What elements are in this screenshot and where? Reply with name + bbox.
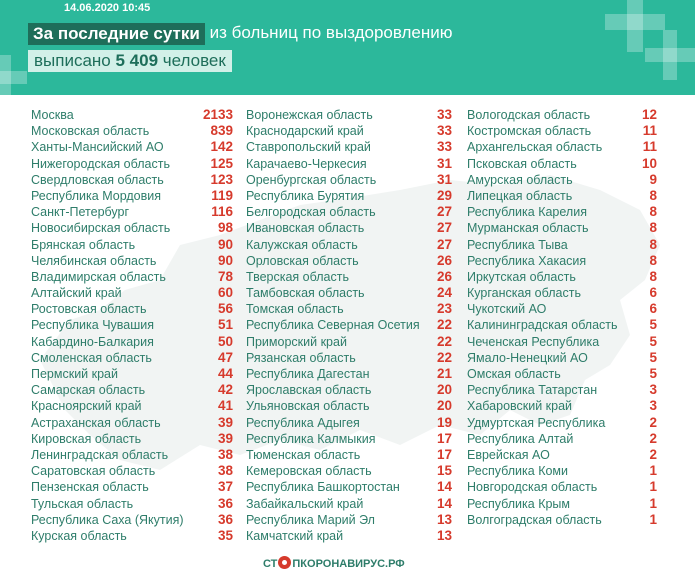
discharged-count: 31	[436, 171, 452, 187]
region-name: Новгородская область	[467, 480, 598, 495]
region-name: Чукотский АО	[467, 302, 547, 317]
region-row	[31, 220, 233, 236]
region-row	[31, 431, 233, 447]
discharged-count: 44	[217, 366, 233, 381]
discharged-count: 5	[649, 366, 657, 381]
region-row	[246, 479, 452, 495]
region-name: Ивановская область	[246, 221, 365, 236]
discharged-count: 38	[217, 463, 233, 479]
region-name: Калужская область	[246, 237, 358, 252]
region-name: Новосибирская область	[31, 221, 171, 236]
region-name: Еврейская АО	[467, 447, 550, 462]
region-name: Тамбовская область	[246, 286, 365, 301]
discharged-count: 2	[649, 414, 657, 430]
region-name: Республика Саха (Якутия)	[31, 512, 184, 527]
discharged-count: 36	[217, 511, 233, 527]
region-row	[31, 350, 233, 366]
region-row	[246, 317, 452, 333]
region-name: Республика Северная Осетия	[246, 318, 420, 333]
discharged-count: 6	[649, 285, 657, 301]
region-row	[467, 382, 657, 398]
logo-text-end: ПКОРОНАВИРУС.РФ	[292, 558, 405, 570]
region-row	[31, 237, 233, 253]
region-name: Республика Марий Эл	[246, 512, 375, 527]
discharged-count: 125	[210, 155, 233, 171]
region-row	[246, 415, 452, 431]
discharged-count: 8	[649, 187, 657, 203]
discharged-count: 8	[649, 252, 657, 268]
region-row	[31, 528, 233, 544]
region-row	[246, 512, 452, 528]
region-row	[467, 139, 657, 155]
plus-decoration-icon	[0, 55, 27, 95]
region-name: Самарская область	[31, 383, 146, 398]
region-row	[467, 285, 657, 301]
region-row	[467, 123, 657, 139]
discharged-count: 1	[649, 511, 657, 527]
region-row	[31, 512, 233, 528]
region-row	[31, 204, 233, 220]
region-name: Псковская область	[467, 156, 577, 171]
region-row	[467, 204, 657, 220]
region-name: Архангельская область	[467, 140, 603, 155]
region-row	[246, 253, 452, 269]
discharged-count: 6	[649, 301, 657, 317]
region-row	[246, 447, 452, 463]
virus-icon	[278, 556, 291, 569]
region-name: Ханты-Мансийский АО	[31, 140, 164, 155]
region-name: Республика Адыгея	[246, 415, 360, 430]
region-name: Астраханская область	[31, 415, 161, 430]
region-row	[31, 398, 233, 414]
region-row	[246, 139, 452, 155]
region-row	[467, 398, 657, 414]
discharged-count: 11	[642, 139, 657, 155]
region-name: Республика Башкортостан	[246, 480, 400, 495]
region-name: Курская область	[31, 528, 127, 543]
discharged-count: 3	[649, 382, 657, 398]
discharged-count: 24	[436, 285, 452, 301]
region-name: Пензенская область	[31, 480, 149, 495]
region-name: Курганская область	[467, 286, 581, 301]
discharged-count: 9	[649, 171, 657, 187]
discharged-count: 15	[436, 463, 452, 479]
region-name: Амурская область	[467, 172, 573, 187]
discharged-count: 1	[649, 479, 657, 495]
region-name: Воронежская область	[246, 108, 373, 122]
region-row	[31, 366, 233, 382]
region-name: Брянская область	[31, 237, 136, 252]
region-name: Свердловская область	[31, 172, 164, 187]
column-1	[31, 107, 233, 544]
region-row	[467, 301, 657, 317]
discharged-count: 50	[217, 333, 233, 349]
region-row	[246, 431, 452, 447]
discharged-count: 12	[641, 107, 657, 122]
region-row	[31, 479, 233, 495]
headline-highlight: За последние сутки	[28, 23, 205, 45]
discharged-count: 27	[436, 220, 452, 236]
region-name: Санкт-Петербург	[31, 205, 130, 220]
region-row	[246, 172, 452, 188]
region-name: Ростовская область	[31, 302, 147, 317]
region-name: Карачаево-Черкесия	[246, 156, 367, 171]
region-row	[31, 107, 233, 123]
region-row	[246, 496, 452, 512]
region-name: Республика Алтай	[467, 431, 574, 446]
region-name: Иркутская область	[467, 269, 576, 284]
discharged-count: 42	[217, 382, 233, 398]
discharged-count: 2133	[202, 107, 233, 122]
region-row	[246, 107, 452, 123]
region-row	[246, 188, 452, 204]
region-row	[246, 334, 452, 350]
discharged-count: 60	[217, 285, 233, 301]
region-row	[467, 447, 657, 463]
region-row	[31, 301, 233, 317]
region-name: Хабаровский край	[467, 399, 573, 414]
region-row	[467, 496, 657, 512]
discharged-count: 22	[436, 349, 452, 365]
region-row	[31, 496, 233, 512]
region-row	[31, 253, 233, 269]
region-row	[31, 188, 233, 204]
region-row	[31, 447, 233, 463]
discharged-count: 47	[217, 349, 233, 365]
discharged-count: 22	[436, 333, 452, 349]
discharged-count: 29	[436, 187, 452, 203]
region-name: Мурманская область	[467, 221, 589, 236]
discharged-count: 51	[217, 317, 233, 333]
discharged-count: 13	[436, 527, 452, 543]
discharged-count: 33	[436, 139, 452, 155]
discharged-count: 31	[436, 155, 452, 171]
region-name: Волгоградская область	[467, 512, 602, 527]
discharged-count: 20	[436, 398, 452, 414]
region-name: Приморский край	[246, 334, 347, 349]
discharged-count: 27	[436, 236, 452, 252]
region-row	[31, 415, 233, 431]
region-name: Московская область	[31, 124, 150, 139]
discharged-count: 39	[217, 414, 233, 430]
discharged-count: 2	[649, 430, 657, 446]
discharged-count: 90	[217, 252, 233, 268]
region-row	[246, 301, 452, 317]
region-name: Калининградская область	[467, 318, 618, 333]
column-2	[246, 107, 452, 544]
region-row	[467, 431, 657, 447]
discharged-count: 26	[436, 268, 452, 284]
region-row	[31, 334, 233, 350]
discharged-count: 98	[217, 220, 233, 236]
summary-prefix: выписано	[34, 51, 111, 70]
plus-decoration-icon	[645, 30, 695, 80]
region-name: Оренбургская область	[246, 172, 377, 187]
discharged-count: 14	[436, 479, 452, 495]
discharged-count: 22	[436, 317, 452, 333]
discharged-count: 13	[436, 511, 452, 527]
region-name: Республика Коми	[467, 464, 569, 479]
discharged-count: 33	[436, 123, 452, 139]
region-name: Кабардино-Балкария	[31, 334, 154, 349]
region-row	[467, 415, 657, 431]
region-row	[467, 366, 657, 382]
discharged-count: 839	[210, 123, 233, 139]
region-name: Республика Крым	[467, 496, 571, 511]
region-name: Республика Карелия	[467, 205, 587, 220]
region-row	[467, 172, 657, 188]
region-row	[246, 237, 452, 253]
region-row	[31, 123, 233, 139]
headline-line-1	[28, 23, 453, 45]
region-row	[467, 334, 657, 350]
region-name: Ставропольский край	[246, 140, 371, 155]
region-row	[467, 188, 657, 204]
discharged-count: 10	[641, 155, 657, 171]
region-row	[246, 156, 452, 172]
region-name: Костромская область	[467, 124, 592, 139]
discharged-count: 19	[436, 414, 452, 430]
region-row	[246, 285, 452, 301]
region-name: Ямало-Ненецкий АО	[467, 350, 588, 365]
region-name: Алтайский край	[31, 286, 122, 301]
region-name: Республика Бурятия	[246, 188, 365, 203]
discharged-count: 5	[649, 333, 657, 349]
discharged-count: 5	[649, 349, 657, 365]
region-row	[31, 463, 233, 479]
region-row	[467, 220, 657, 236]
discharged-count: 39	[217, 430, 233, 446]
region-row	[31, 172, 233, 188]
discharged-count: 123	[210, 171, 233, 187]
region-name: Кемеровская область	[246, 464, 372, 479]
region-name: Республика Хакасия	[467, 253, 587, 268]
region-row	[467, 350, 657, 366]
region-row	[31, 317, 233, 333]
stopcoronavirus-logo	[263, 556, 443, 574]
discharged-count: 37	[217, 479, 233, 495]
region-name: Тюменская область	[246, 447, 361, 462]
discharged-count: 8	[649, 204, 657, 220]
region-name: Томская область	[246, 302, 344, 317]
region-name: Смоленская область	[31, 350, 152, 365]
region-row	[246, 366, 452, 382]
region-row	[246, 123, 452, 139]
discharged-count: 2	[649, 446, 657, 462]
region-name: Республика Татарстан	[467, 383, 598, 398]
discharged-count: 90	[217, 236, 233, 252]
region-name: Липецкая область	[467, 188, 573, 203]
region-row	[467, 253, 657, 269]
headline-rest: из больниц по выздоровлению	[209, 23, 453, 42]
region-name: Республика Чувашия	[31, 318, 155, 333]
headline-line-2	[28, 50, 232, 72]
region-row	[31, 382, 233, 398]
region-name: Ярославская область	[246, 383, 372, 398]
logo-text-start: СТ	[263, 558, 278, 570]
region-name: Удмуртская Республика	[467, 415, 606, 430]
region-row	[467, 479, 657, 495]
region-name: Республика Калмыкия	[246, 431, 376, 446]
region-row	[467, 317, 657, 333]
region-name: Орловская область	[246, 253, 359, 268]
region-name: Кировская область	[31, 431, 142, 446]
discharged-count: 14	[436, 495, 452, 511]
region-row	[246, 350, 452, 366]
region-row	[467, 107, 657, 123]
discharged-count: 21	[436, 366, 452, 381]
discharged-count: 116	[211, 204, 233, 220]
discharged-count: 78	[217, 268, 233, 284]
discharged-count: 33	[436, 107, 452, 122]
region-row	[31, 156, 233, 172]
discharged-count: 23	[436, 301, 452, 317]
region-row	[246, 269, 452, 285]
region-name: Республика Мордовия	[31, 188, 161, 203]
discharged-count: 8	[649, 220, 657, 236]
region-name: Краснодарский край	[246, 124, 364, 139]
region-name: Ленинградская область	[31, 447, 169, 462]
region-name: Рязанская область	[246, 350, 356, 365]
region-name: Республика Тыва	[467, 237, 568, 252]
discharged-count: 3	[649, 398, 657, 414]
discharged-count: 17	[436, 446, 452, 462]
summary-suffix: человек	[162, 51, 226, 70]
header-banner	[0, 0, 695, 95]
discharged-count: 26	[436, 252, 452, 268]
discharged-count: 8	[649, 236, 657, 252]
region-name: Владимирская область	[31, 269, 166, 284]
discharged-count: 41	[217, 398, 233, 414]
region-name: Республика Дагестан	[246, 367, 370, 381]
region-name: Нижегородская область	[31, 156, 170, 171]
region-row	[31, 269, 233, 285]
region-row	[246, 382, 452, 398]
region-row	[246, 463, 452, 479]
region-row	[467, 156, 657, 172]
region-row	[246, 204, 452, 220]
region-name: Белгородская область	[246, 205, 376, 220]
discharged-count: 17	[436, 430, 452, 446]
discharged-total: 5 409	[115, 51, 159, 70]
region-name: Челябинская область	[31, 253, 157, 268]
region-row	[31, 139, 233, 155]
region-row	[246, 220, 452, 236]
discharged-count: 27	[436, 204, 452, 220]
discharged-summary	[28, 50, 232, 72]
discharged-count: 38	[217, 446, 233, 462]
region-name: Москва	[31, 108, 74, 122]
region-name: Тульская область	[31, 496, 134, 511]
discharged-count: 1	[649, 495, 657, 511]
region-row	[467, 463, 657, 479]
region-name: Забайкальский край	[246, 496, 364, 511]
discharged-count: 119	[211, 187, 233, 203]
region-row	[467, 269, 657, 285]
discharged-count: 20	[436, 382, 452, 398]
region-name: Пермский край	[31, 367, 118, 381]
region-name: Вологодская область	[467, 108, 591, 122]
discharged-count: 1	[649, 463, 657, 479]
region-name: Ульяновская область	[246, 399, 370, 414]
region-name: Омская область	[467, 367, 561, 381]
discharged-count: 142	[210, 139, 233, 155]
discharged-count: 8	[649, 268, 657, 284]
discharged-count: 56	[217, 301, 233, 317]
region-name: Красноярский край	[31, 399, 142, 414]
region-name: Тверская область	[246, 269, 349, 284]
region-row	[246, 398, 452, 414]
discharged-count: 11	[642, 123, 657, 139]
region-name: Камчатский край	[246, 528, 344, 543]
discharged-count: 36	[217, 495, 233, 511]
region-name: Чеченская Республика	[467, 334, 600, 349]
region-row	[246, 528, 452, 544]
region-name: Саратовская область	[31, 464, 156, 479]
date-stamp: 14.06.2020 10:45	[64, 2, 151, 14]
region-row	[467, 512, 657, 528]
discharged-count: 35	[217, 527, 233, 543]
discharged-count: 5	[649, 317, 657, 333]
region-row	[31, 285, 233, 301]
region-row	[467, 237, 657, 253]
column-3	[467, 107, 657, 528]
